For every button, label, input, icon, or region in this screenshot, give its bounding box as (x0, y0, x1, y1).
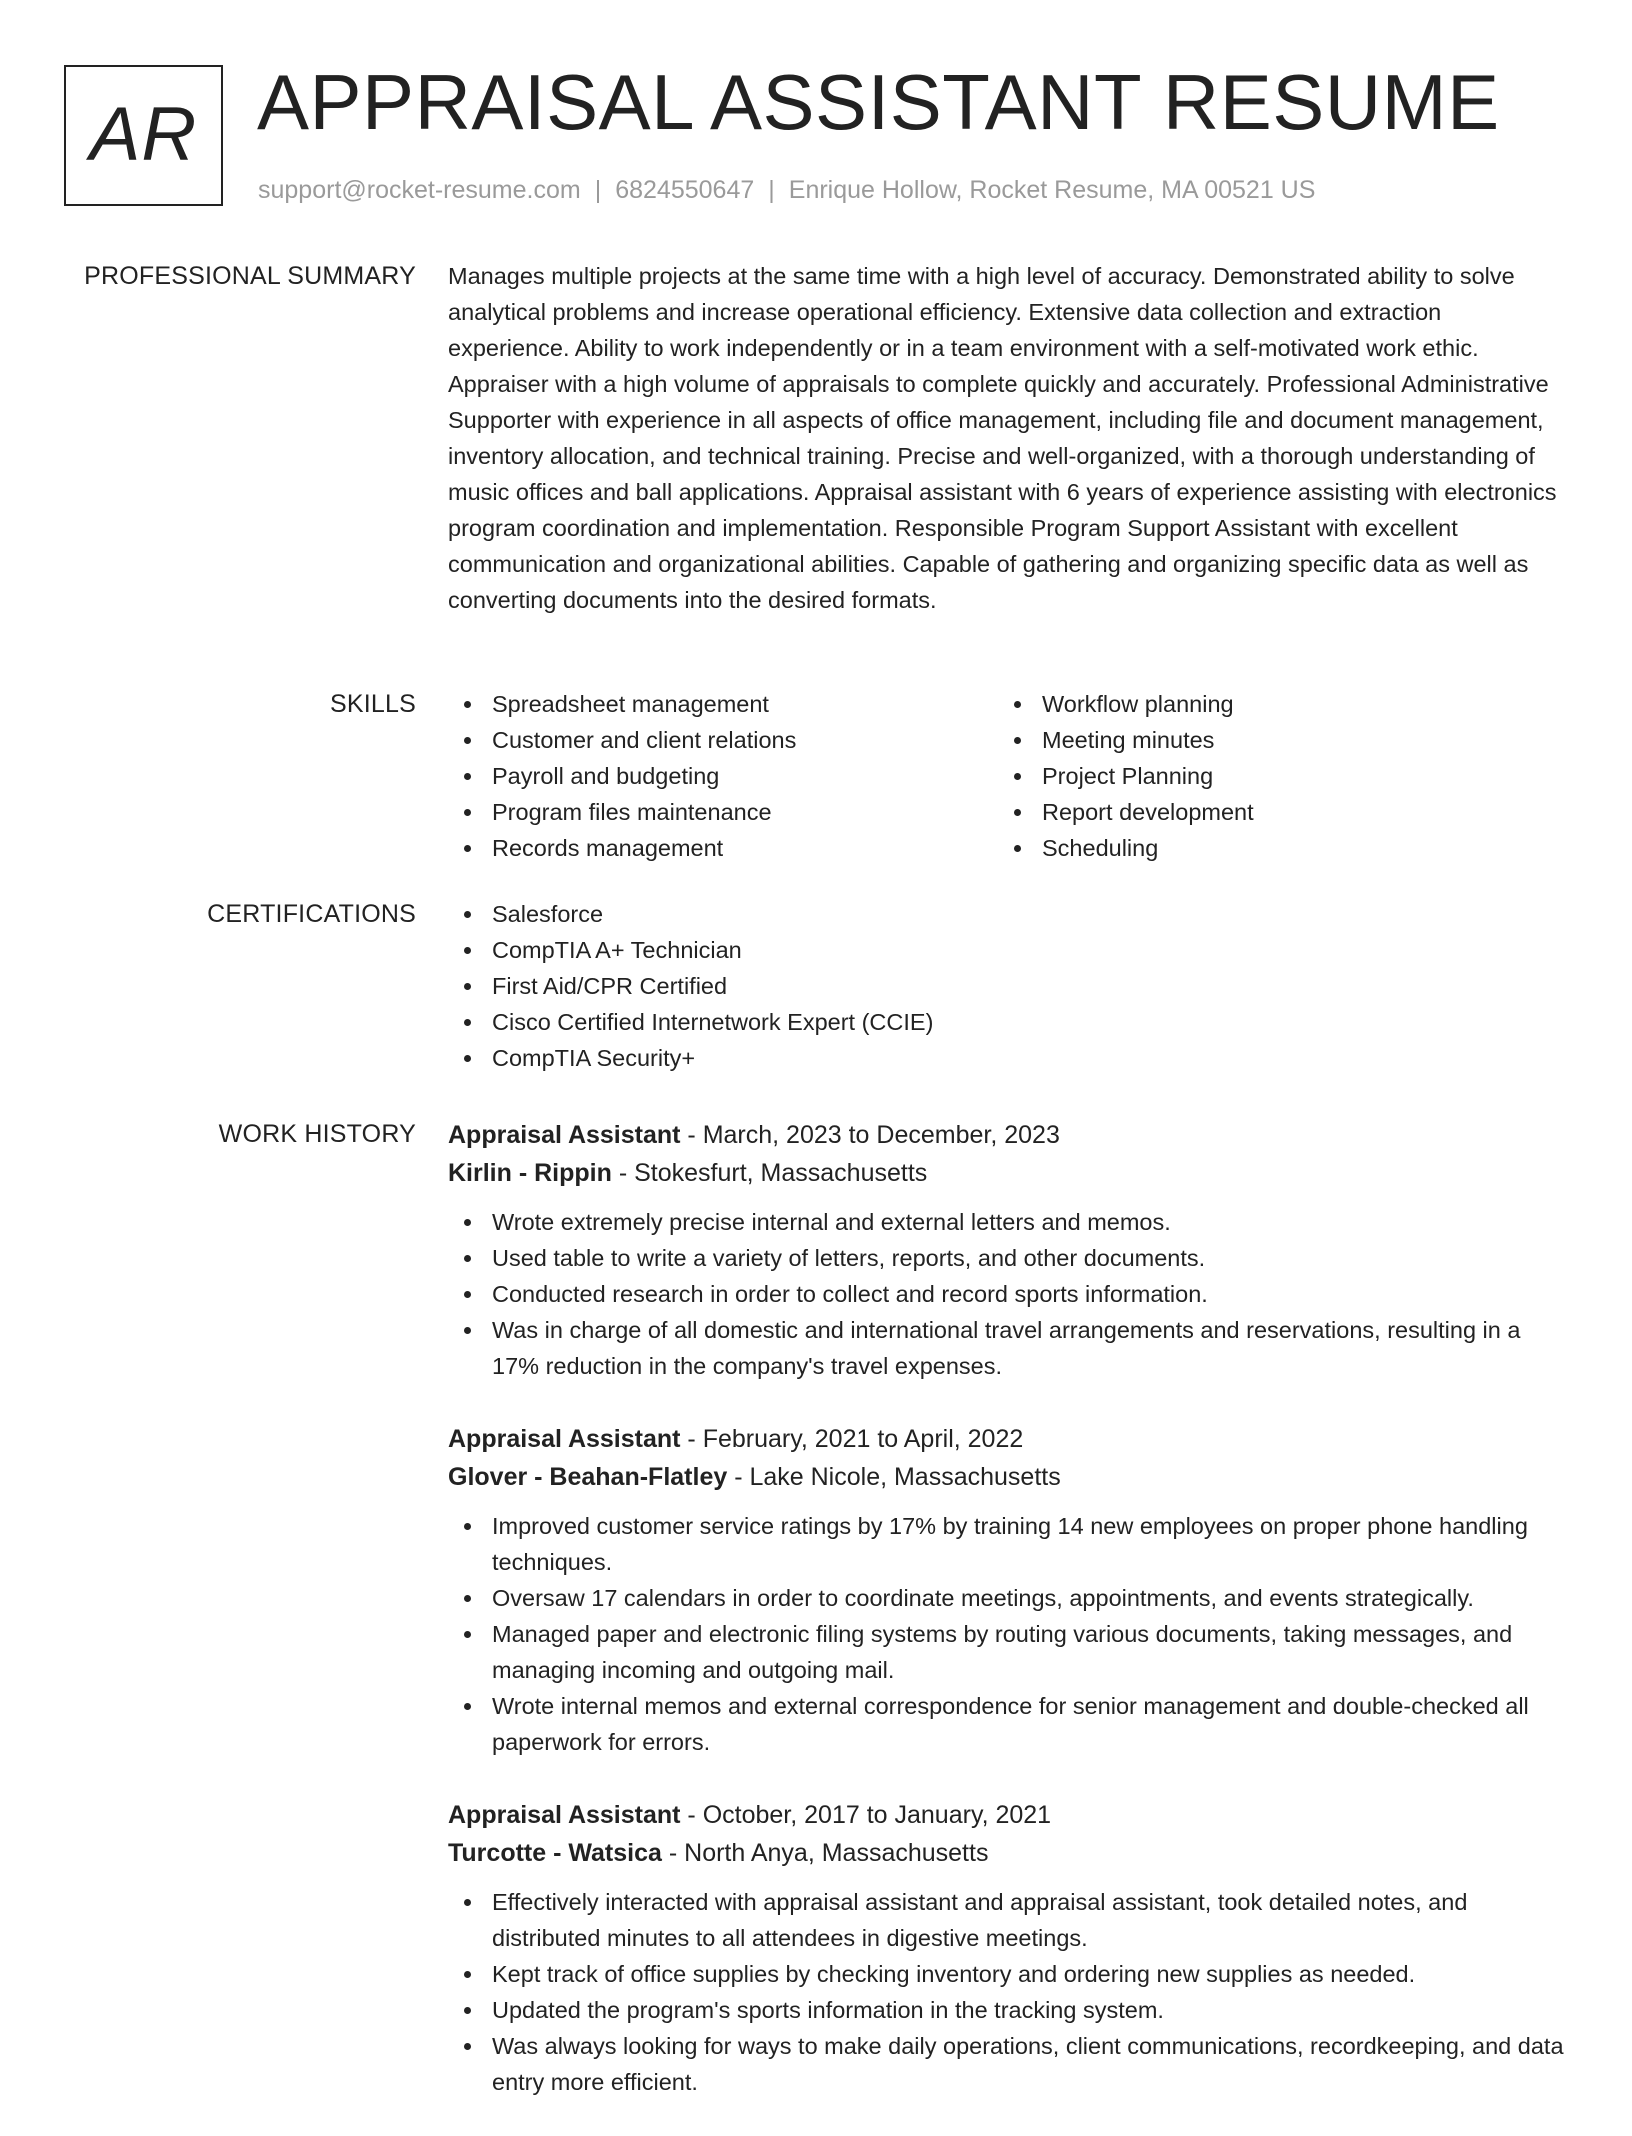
list-item: Conducted research in order to collect and record sports information. (448, 1276, 1566, 1312)
list-item: Meeting minutes (998, 722, 1548, 758)
list-item: Wrote internal memos and external correspondence for senior management and double-checked all paperwork for errors. (448, 1688, 1566, 1760)
monogram-box (64, 65, 223, 206)
job-entry (448, 1420, 1566, 1760)
job-company: Kirlin - Rippin (448, 1159, 612, 1187)
list-item: First Aid/CPR Certified (448, 968, 1566, 1004)
job-duties (448, 1884, 1566, 2100)
list-item: Kept track of office supplies by checking inventory and ordering new supplies as needed. (448, 1956, 1566, 1992)
skills-list-left (448, 686, 998, 866)
list-item: CompTIA Security+ (448, 1040, 1566, 1076)
list-item: Wrote extremely precise internal and external letters and memos. (448, 1204, 1566, 1240)
job-dates: - October, 2017 to January, 2021 (680, 1801, 1052, 1829)
list-item: Records management (448, 830, 998, 866)
contact-address: Enrique Hollow, Rocket Resume, MA 00521 US (788, 176, 1316, 204)
job-title-line (448, 1420, 1566, 1458)
job-duties (448, 1204, 1566, 1384)
skills-label: SKILLS (330, 690, 416, 718)
job-location: - North Anya, Massachusetts (661, 1839, 989, 1867)
job-entry (448, 1116, 1566, 1384)
contact-separator: | (768, 176, 775, 204)
list-item: Was always looking for ways to make daily operations, client communications, recordkeeping, and data entry more efficient. (448, 2028, 1566, 2100)
contact-separator: | (594, 176, 602, 204)
job-dates: - February, 2021 to April, 2022 (680, 1425, 1024, 1453)
contact-email: support@rocket-resume.com (258, 176, 581, 204)
job-dates: - March, 2023 to December, 2023 (680, 1121, 1060, 1149)
list-item: Salesforce (448, 896, 1566, 932)
list-item: Spreadsheet management (448, 686, 998, 722)
list-item: Customer and client relations (448, 722, 998, 758)
list-item: Workflow planning (998, 686, 1548, 722)
job-title: Appraisal Assistant (448, 1801, 681, 1829)
contact-phone: 6824550647 (615, 176, 755, 204)
list-item: Managed paper and electronic filing systems by routing various documents, taking messages, and managing incoming and outgoing mail. (448, 1616, 1566, 1688)
job-location: - Lake Nicole, Massachusetts (727, 1463, 1061, 1491)
list-item: Was in charge of all domestic and international travel arrangements and reservations, resulting in a 17% reduction in the company's travel expenses. (448, 1312, 1566, 1384)
contact-line (258, 173, 1315, 207)
job-title: Appraisal Assistant (448, 1121, 681, 1149)
job-company: Glover - Beahan-Flatley (448, 1463, 728, 1491)
list-item: Updated the program's sports information in the tracking system. (448, 1992, 1566, 2028)
job-company-line (448, 1458, 1566, 1496)
skills-list-right (998, 686, 1548, 866)
job-title-line (448, 1116, 1566, 1154)
list-item: Used table to write a variety of letters, reports, and other documents. (448, 1240, 1566, 1276)
job-entry (448, 1796, 1566, 2100)
job-location: - Stokesfurt, Massachusetts (611, 1159, 928, 1187)
list-item: CompTIA A+ Technician (448, 932, 1566, 968)
summary-label: PROFESSIONAL SUMMARY (84, 262, 416, 290)
list-item: Program files maintenance (448, 794, 998, 830)
list-item: Improved customer service ratings by 17% by training 14 new employees on proper phone handling techniques. (448, 1508, 1566, 1580)
job-duties (448, 1508, 1566, 1760)
certifications-label: CERTIFICATIONS (207, 900, 416, 928)
list-item: Oversaw 17 calendars in order to coordinate meetings, appointments, and events strategically. (448, 1580, 1566, 1616)
resume-title: APPRAISAL ASSISTANT RESUME (257, 58, 1500, 146)
list-item: Cisco Certified Internetwork Expert (CCIE) (448, 1004, 1566, 1040)
list-item: Payroll and budgeting (448, 758, 998, 794)
certifications-list (448, 896, 1566, 1076)
work-history-label: WORK HISTORY (218, 1120, 416, 1148)
monogram-initials: AR (89, 92, 198, 177)
list-item: Scheduling (998, 830, 1548, 866)
list-item: Report development (998, 794, 1548, 830)
job-company: Turcotte - Watsica (448, 1839, 662, 1867)
job-company-line (448, 1154, 1566, 1192)
summary-text: Manages multiple projects at the same time with a high level of accuracy. Demonstrated ability to solve analytical problems and increase operational efficiency. Extensive data collection and extraction experience. Ability to work independently or in a team environment with a self-motivated work ethic. Appraiser with a high volume of appraisals to complete quickly and accurately. Professional Administrative Supporter with experience in all aspects of office management, including file and document management, inventory allocation, and technical training. Precise and well-organized, with a thorough understanding of music offices and ball applications. Appraisal assistant with 6 years of experience assisting with electronics program coordination and implementation. Responsible Program Support Assistant with excellent communication and organizational abilities. Capable of gathering and organizing specific data as well as converting documents into the desired formats. (448, 263, 1557, 613)
list-item: Project Planning (998, 758, 1548, 794)
list-item: Effectively interacted with appraisal assistant and appraisal assistant, took detailed notes, and distributed minutes to all attendees in digestive meetings. (448, 1884, 1566, 1956)
job-company-line (448, 1834, 1566, 1872)
job-title: Appraisal Assistant (448, 1425, 681, 1453)
job-title-line (448, 1796, 1566, 1834)
